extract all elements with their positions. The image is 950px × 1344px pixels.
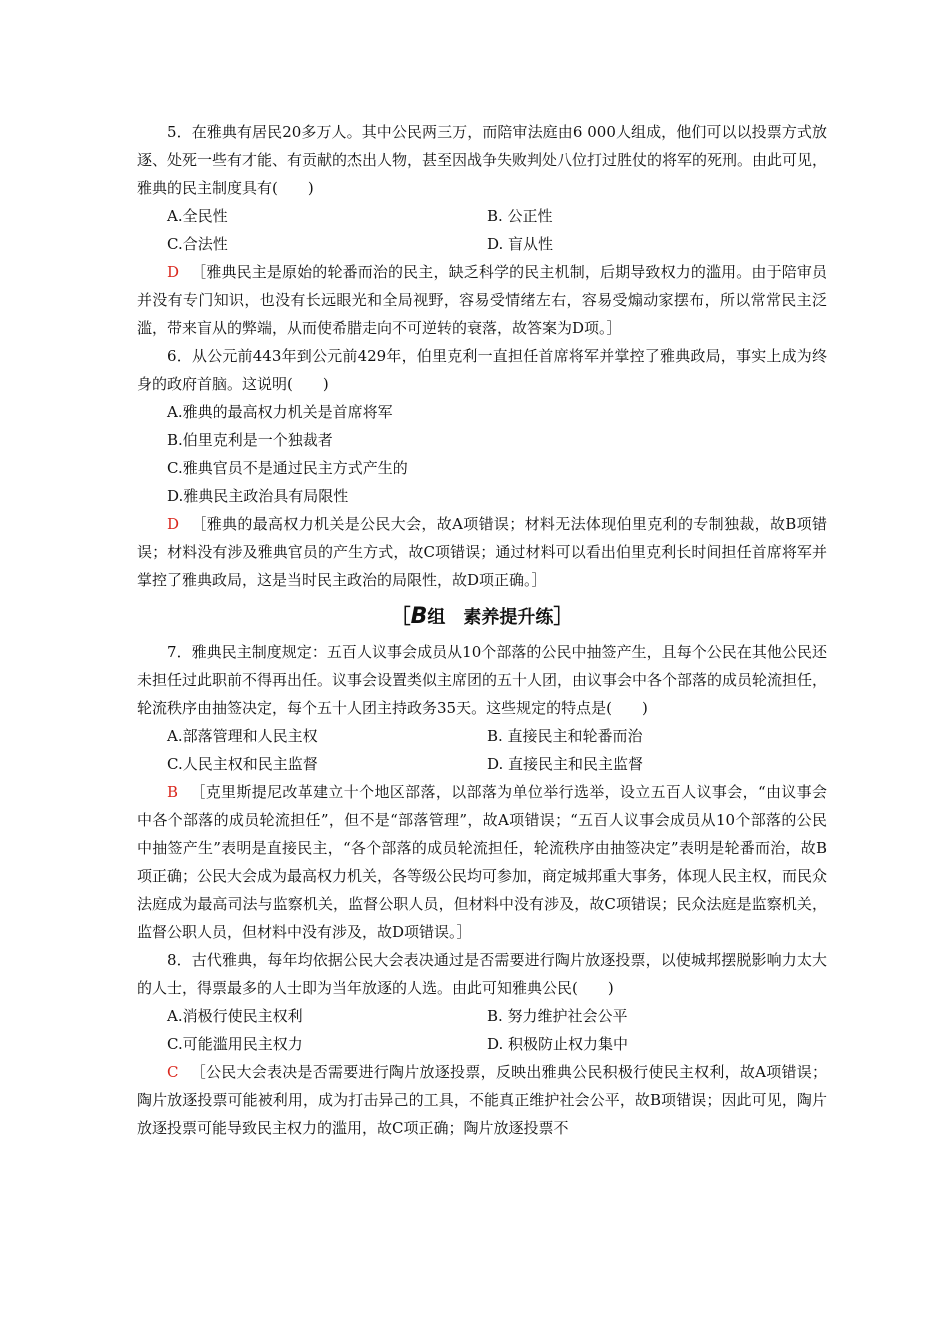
q7-explanation: ［克里斯提尼改革建立十个地区部落，以部落为单位举行选举，设立五百人议事会，“由议事会中各个部落的成员轮流担任”，但不是“部落管理”，故A项错误；“五百人议事会成员从10个部落的公民中抽签产生”表明是直接民主，“各个部落的成员轮流担任，轮流秩序由抽签决定”表明是轮番而治，故B项正确；公民大会成为最高权力机关，各等级公民均可参加，商定城邦重大事务，体现人民主权，而民众法庭成为最高司法与监察机关，监督公职人员，但材料中没有涉及，故C项错误；民众法庭是监察机关，监督公职人员，但材料中没有涉及，故D项错误。］ [137, 783, 828, 941]
q6-stem: 6．从公元前443年到公元前429年，伯里克利一直担任首席将军并掌控了雅典政局，事实上成为终身的政府首脑。这说明( ) [137, 347, 827, 393]
section-title: 组 素养提升练 [427, 607, 554, 628]
section-header [137, 598, 827, 636]
q5-explanation: ［雅典民主是原始的轮番而治的民主，缺乏科学的民主机制，后期导致权力的滥用。由于陪审员并没有专门知识，也没有长远眼光和全局视野，容易受情绪左右，容易受煽动家摆布，所以常常民主泛滥，带来盲从的弊端，从而使希腊走向不可逆转的衰落，故答案为D项。］ [137, 263, 827, 337]
section-group-letter: B [410, 604, 428, 629]
q5-answer [137, 258, 827, 342]
q8-option-a: A.消极行使民主权利 [167, 1007, 303, 1025]
q5-stem: 5．在雅典有居民20多万人。其中公民两三万，而陪审法庭由6 000人组成，他们可以以投票方式放逐、处死一些有才能、有贡献的杰出人物，甚至因战争失败判处八位打过胜仗的将军的死刑。由此可见，雅典的民主制度具有( ) [137, 123, 828, 197]
q7-stem: 7．雅典民主制度规定：五百人议事会成员从10个部落的公民中抽签产生，且每个公民在其他公民还未担任过此职前不得再出任。议事会设置类似主席团的五十人团，由议事会中各个部落的成员轮流担任，轮流秩序由抽签决定，每个五十人团主持政务35天。这些规定的特点是( ) [137, 643, 828, 717]
q7-answer-letter: B [167, 783, 179, 801]
q6-answer [137, 510, 827, 594]
q5-answer-letter: D [167, 263, 180, 281]
q6-option-d: D.雅典民主政治具有局限性 [167, 487, 349, 505]
q7-option-b: B. 直接民主和轮番而治 [487, 727, 643, 745]
q8-option-c: C.可能滥用民主权力 [167, 1035, 303, 1053]
q7-options-row2 [137, 750, 827, 778]
q8-option-b: B. 努力维护社会公平 [487, 1007, 628, 1025]
q7-options-row1 [137, 722, 827, 750]
q6-option-c: C.雅典官员不是通过民主方式产生的 [167, 459, 408, 477]
q8-options-row1 [137, 1002, 827, 1030]
q7-option-d: D. 直接民主和民主监督 [487, 755, 644, 773]
q6-option-a: A.雅典的最高权力机关是首席将军 [167, 403, 393, 421]
q6-answer-letter: D [167, 515, 180, 533]
q8-option-d: D. 积极防止权力集中 [487, 1035, 629, 1053]
page-content [137, 118, 827, 1142]
q8-options-row2 [137, 1030, 827, 1058]
q8-stem: 8．古代雅典，每年均依据公民大会表决通过是否需要进行陶片放逐投票，以使城邦摆脱影响力太大的人士，得票最多的人士即为当年放逐的人选。由此可知雅典公民( ) [137, 951, 827, 997]
q7-option-c: C.人民主权和民主监督 [167, 755, 318, 773]
section-bracket-left: ［ [390, 604, 411, 628]
q5-option-b: B. 公正性 [487, 207, 553, 225]
q5-option-c: C.合法性 [167, 235, 228, 253]
q8-answer [137, 1058, 827, 1142]
q5-option-d: D. 盲从性 [487, 235, 554, 253]
section-bracket-right: ］ [553, 604, 574, 628]
q5-options-row1 [137, 202, 827, 230]
q6-option-b: B.伯里克利是一个独裁者 [167, 431, 333, 449]
q7-answer [137, 778, 827, 946]
q8-explanation: ［公民大会表决是否需要进行陶片放逐投票，反映出雅典公民积极行使民主权利，故A项错误；陶片放逐投票可能被利用，成为打击异己的工具，不能真正维护社会公平，故B项错误；因此可见，陶片放逐投票可能导致民主权力的滥用，故C项正确；陶片放逐投票不 [137, 1063, 827, 1137]
q8-answer-letter: C [167, 1063, 179, 1081]
q5-options-row2 [137, 230, 827, 258]
q7-option-a: A.部落管理和人民主权 [167, 727, 318, 745]
q6-explanation: ［雅典的最高权力机关是公民大会，故A项错误；材料无法体现伯里克利的专制独裁，故B项错误；材料没有涉及雅典官员的产生方式，故C项错误；通过材料可以看出伯里克利长时间担任首席将军并掌控了雅典政局，这是当时民主政治的局限性，故D项正确。］ [137, 515, 827, 589]
q5-option-a: A.全民性 [167, 207, 228, 225]
